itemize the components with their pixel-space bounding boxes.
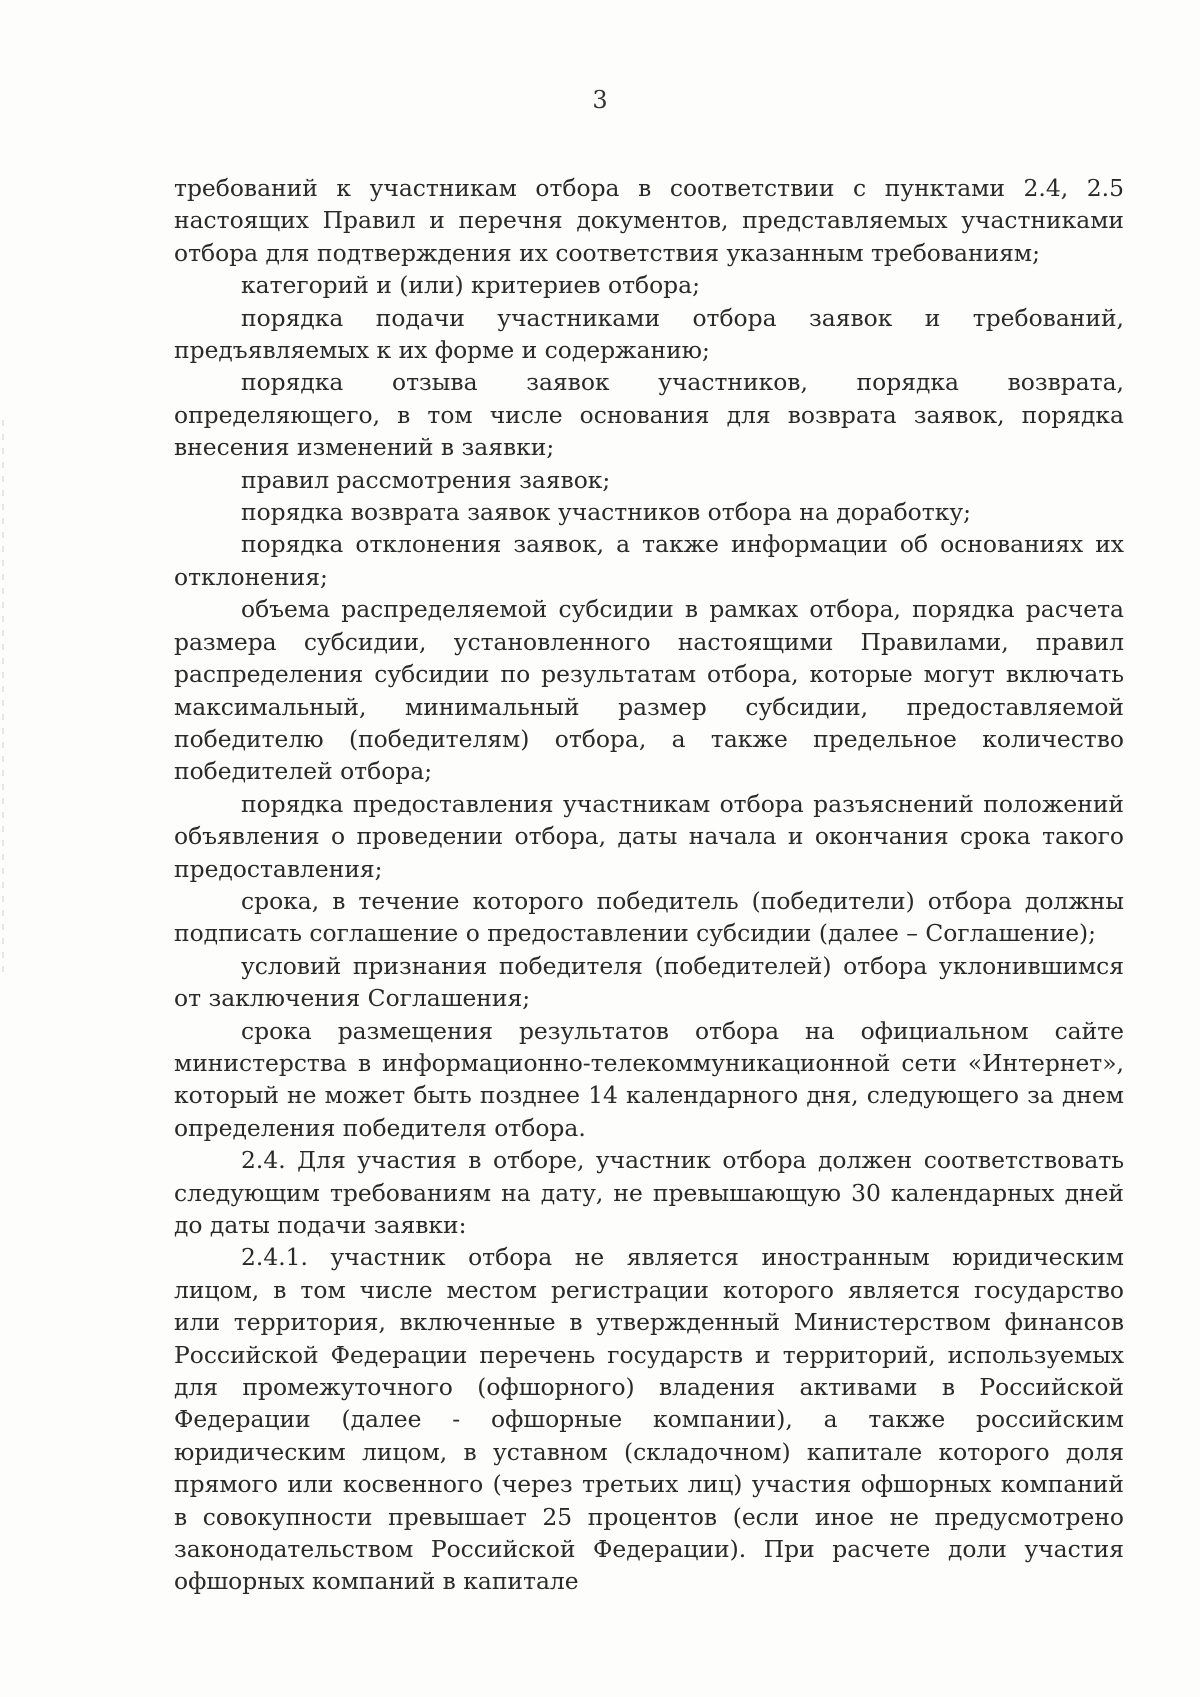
paragraph: объема распределяемой субсидии в рамках отбора, порядка расчета размера субсидии, установленного настоящими Правилами, правил распределения субсидии по результатам отбора, которые могут включать максимальный, минимальный размер субсидии, предоставляемой победителю (победителям) отбора, а также предельное количество победителей отбора; <box>174 595 1124 786</box>
paragraph: порядка отклонения заявок, а также информации об основаниях их отклонения; <box>174 530 1124 591</box>
paragraph: порядка подачи участниками отбора заявок и требований, предъявляемых к их форме и содержанию; <box>174 303 1124 365</box>
paragraph: порядка возврата заявок участников отбора на доработку; <box>241 498 971 527</box>
page-number: 3 <box>592 86 608 114</box>
paragraph: правил рассмотрения заявок; <box>241 465 611 494</box>
paragraph: срока размещения результатов отбора на официальном сайте министерства в информационно-телекоммуникационной сети «Интернет», который не может быть позднее 14 календарного дня, следующего за днем определения победителя отбора. <box>174 1016 1124 1142</box>
paragraph: 2.4. Для участия в отборе, участник отбора должен соответствовать следующим требованиям на дату, не превышающую 30 календарных дней до даты подачи заявки: <box>174 1146 1124 1239</box>
scan-edge-artifact <box>2 420 4 980</box>
paragraph: порядка отзыва заявок участников, порядка возврата, определяющего, в том числе основания для возврата заявок, порядка внесения изменений в заявки; <box>174 368 1124 462</box>
paragraph: категорий и (или) критериев отбора; <box>241 271 700 300</box>
paragraph: порядка предоставления участникам отбора разъяснений положений объявления о проведении отбора, даты начала и окончания срока такого предоставления; <box>174 789 1124 883</box>
paragraph: условий признания победителя (победителей) отбора уклонившимся от заключения Соглашения; <box>174 951 1124 1013</box>
paragraph: 2.4.1. участник отбора не является иностранным юридическим лицом, в том числе местом регистрации которого является государство или территория, включенные в утвержденный Министерством финансов Российской Федерации перечень государств и территорий, используемых для промежуточного (офшорного) владения активами в Российской Федерации (далее - офшорные компании), а также российским юридическим лицом, в уставном (складочном) капитале которого доля прямого или косвенного (через третьих лиц) участия офшорных компаний в совокупности превышает 25 процентов (если иное не предусмотрено законодательством Российской Федерации). При расчете доли участия офшорных компаний в капитале <box>174 1243 1124 1596</box>
paragraph: требований к участникам отбора в соответствии с пунктами 2.4, 2.5 настоящих Правил и перечня документов, представляемых участниками отбора для подтверждения их соответствия указанным требованиям; <box>174 174 1124 267</box>
document-body <box>174 172 1124 1598</box>
paragraph: срока, в течение которого победитель (победители) отбора должны подписать соглашение о предоставлении субсидии (далее – Соглашение); <box>174 886 1124 948</box>
